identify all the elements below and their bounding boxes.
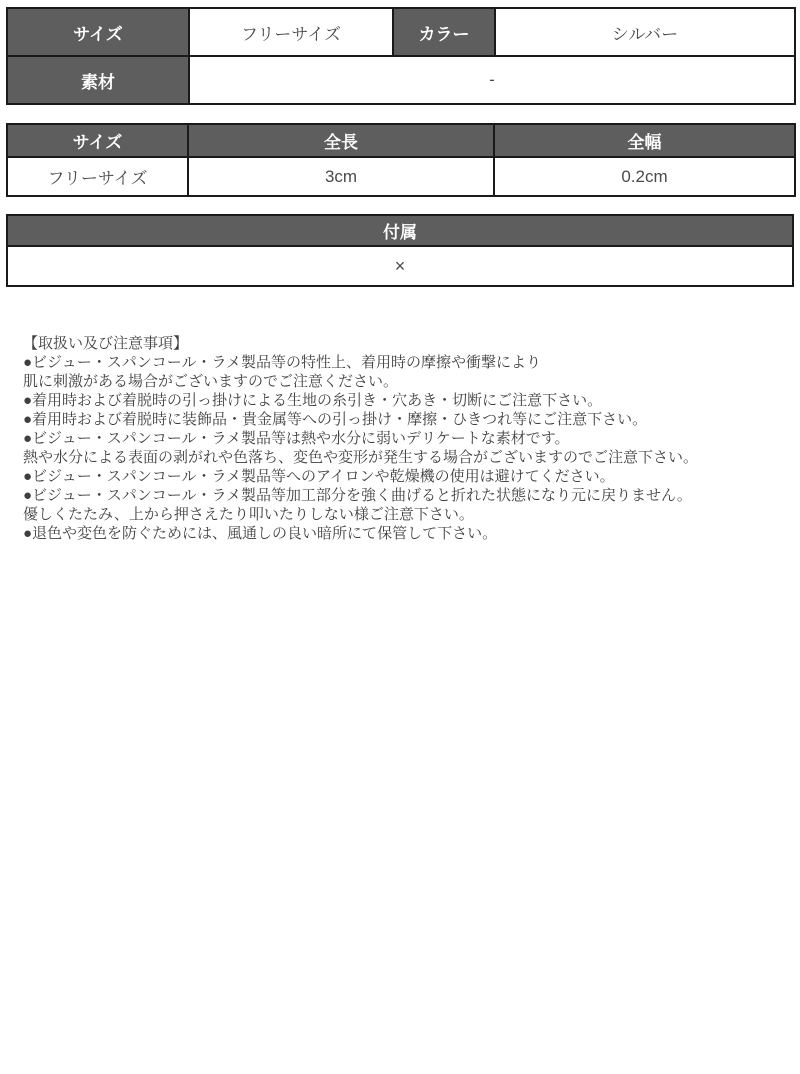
notes-line: ●ビジュー・スパンコール・ラメ製品等加工部分を強く曲げると折れた状態になり元に戻りません。 — [23, 487, 692, 504]
handling-notes — [0, 334, 800, 543]
notes-line: ●ビジュー・スパンコール・ラメ製品等へのアイロンや乾燥機の使用は避けてください。 — [23, 468, 615, 485]
product-spec-page — [0, 7, 800, 1074]
notes-line: ●着用時および着脱時の引っ掛けによる生地の糸引き・穴あき・切断にご注意下さい。 — [23, 392, 603, 409]
table-row — [7, 56, 795, 104]
dim-width-header-cell: 全幅 — [494, 124, 795, 157]
table-header-row — [7, 215, 793, 246]
notes-line: 優しくたたみ、上から押さえたり叩いたりしない様ご注意下さい。 — [23, 506, 474, 523]
material-value-cell: - — [189, 56, 795, 104]
table-row — [7, 157, 795, 196]
color-value-cell: シルバー — [495, 8, 795, 56]
dimensions-table — [6, 123, 796, 197]
notes-line: 熱や水分による表面の剥がれや色落ち、変色や変形が発生する場合がございますのでご注意下さい。 — [23, 449, 699, 466]
notes-line: ●着用時および着脱時に装飾品・貴金属等への引っ掛け・摩擦・ひきつれ等にご注意下さい。 — [23, 411, 648, 428]
dim-size-value-cell: フリーサイズ — [7, 157, 188, 196]
size-value-cell: フリーサイズ — [189, 8, 393, 56]
notes-line: ●ビジュー・スパンコール・ラメ製品等は熱や水分に弱いデリケートな素材です。 — [23, 430, 570, 447]
size-header-cell: サイズ — [7, 8, 189, 56]
accessories-value-cell: × — [7, 246, 793, 286]
notes-line: ●ビジュー・スパンコール・ラメ製品等の特性上、着用時の摩擦や衝撃により — [23, 354, 542, 371]
accessories-header-cell: 付属 — [7, 215, 793, 246]
table-row — [7, 246, 793, 286]
size-color-material-table — [6, 7, 796, 105]
notes-title: 【取扱い及び注意事項】 — [23, 335, 189, 352]
dim-length-value-cell: 3cm — [188, 157, 494, 196]
table-row — [7, 8, 795, 56]
accessories-table — [6, 214, 794, 287]
dim-length-header-cell: 全長 — [188, 124, 494, 157]
dim-size-header-cell: サイズ — [7, 124, 188, 157]
material-header-cell: 素材 — [7, 56, 189, 104]
notes-line: ●退色や変色を防ぐためには、風通しの良い暗所にて保管して下さい。 — [23, 525, 498, 542]
color-header-cell: カラー — [393, 8, 495, 56]
dim-width-value-cell: 0.2cm — [494, 157, 795, 196]
notes-line: 肌に刺激がある場合がございますのでご注意ください。 — [23, 373, 399, 390]
table-header-row — [7, 124, 795, 157]
